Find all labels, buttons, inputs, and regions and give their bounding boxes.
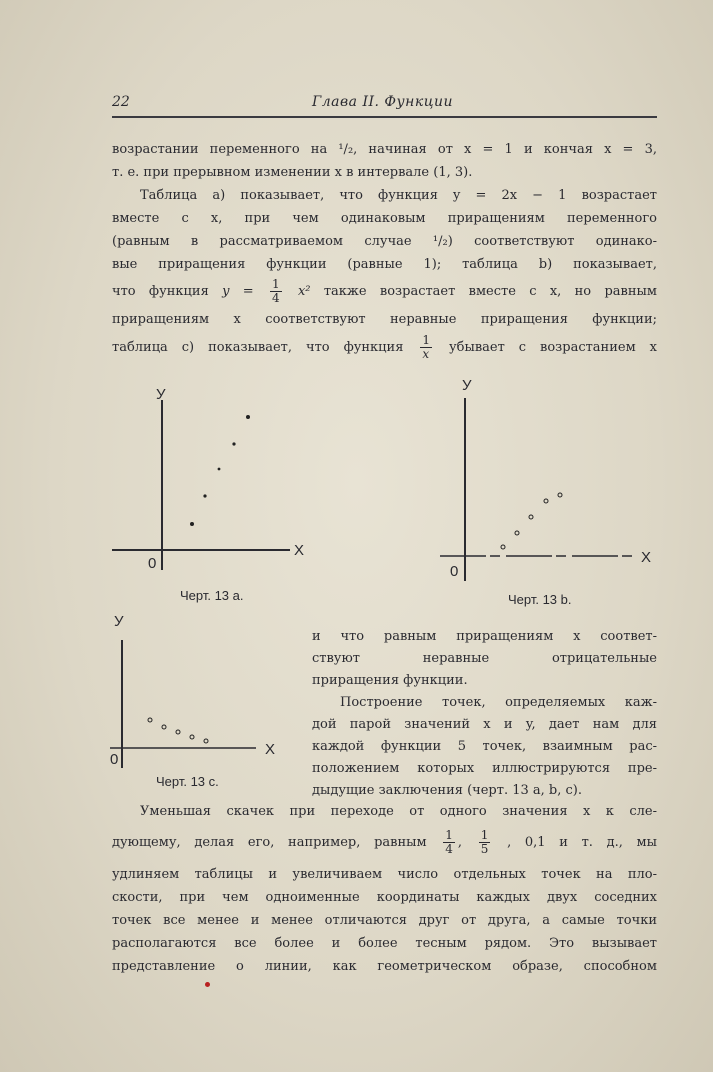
fraction-one-fifth xyxy=(479,829,491,856)
origin-label: 0 xyxy=(110,751,119,768)
fraction-denominator: 4 xyxy=(445,842,453,856)
figure-13c xyxy=(108,610,283,770)
text-line: приращениям x соответствуют неравные приращения функции; xyxy=(112,312,657,327)
text-line: и что равным приращениям x соответ- xyxy=(312,629,657,644)
figure-13b-caption: Черт. 13 b. xyxy=(508,592,572,607)
data-point xyxy=(162,725,166,729)
text-line: удлиняем таблицы и увеличиваем число отдельных точек на пло- xyxy=(112,867,657,882)
origin-label: 0 xyxy=(148,555,157,572)
text-line: Таблица a) показывает, что функция y = 2x − 1 возрастает xyxy=(140,188,657,203)
text-segment: убывает с возрастанием x xyxy=(449,340,657,355)
text-segment: дующему, делая его, например, равным xyxy=(112,835,427,850)
data-point xyxy=(515,531,519,535)
data-point xyxy=(204,739,208,743)
text-line: каждой функции 5 точек, взаимным рас- xyxy=(312,739,657,754)
fraction-denominator: 5 xyxy=(480,842,489,856)
ink-stain xyxy=(205,982,210,987)
data-point xyxy=(148,718,152,722)
text-line: вые приращения функции (равные 1); таблица b) показывает, xyxy=(112,257,657,272)
text-line: возрастании переменного на ¹/₂, начиная от x = 1 и кончая x = 3, xyxy=(112,142,657,157)
text-line: вместе с x, при чем одинаковым приращениям переменного xyxy=(112,211,657,226)
text-line: дыдущие заключения (черт. 13 a, b, c). xyxy=(312,783,582,798)
data-point xyxy=(190,522,194,526)
x-axis-label: X xyxy=(265,741,276,758)
text-line: точек все менее и менее отличаются друг от друга, а самые точки xyxy=(112,913,657,928)
text-line: располагаются все более и более тесным рядом. Это вызывает xyxy=(112,936,657,951)
text-line-with-formula: дующему, делая его, например, равным $\frac{1}{4}$ , $\frac{1}{5}$ , 0,1 и т. д., мы xyxy=(112,828,658,856)
text-line: ствуют неравные отрицательные xyxy=(312,651,657,666)
data-point xyxy=(176,730,180,734)
data-point xyxy=(218,468,221,471)
fraction-numerator: 1 xyxy=(272,277,280,291)
page-number: 22 xyxy=(112,94,130,110)
data-point xyxy=(529,515,533,519)
fraction-denominator: 4 xyxy=(272,291,280,305)
text-line: скости, при чем одноименные координаты каждых двух соседних xyxy=(112,890,657,905)
data-point xyxy=(190,735,194,739)
text-line: дой парой значений x и y, дает нам для xyxy=(312,717,657,732)
x-axis-label: X xyxy=(294,542,305,559)
fraction-numerator: 1 xyxy=(422,333,431,347)
text-line-with-formula xyxy=(112,331,657,365)
fraction-denominator: x xyxy=(422,347,430,361)
y-axis-label: У xyxy=(114,613,124,630)
text-line-with-formula xyxy=(112,276,657,308)
figure-13a-caption: Черт. 13 a. xyxy=(180,588,244,603)
text-segment: таблица c) показывает, что функция xyxy=(112,340,404,355)
paragraph-side xyxy=(312,626,657,802)
running-header xyxy=(112,90,657,118)
origin-label: 0 xyxy=(450,563,459,580)
formula-x-squared: x² xyxy=(297,284,311,299)
formula-y: y = xyxy=(222,284,254,299)
data-point xyxy=(544,499,548,503)
text-segment: , 0,1 и т. д., мы xyxy=(507,835,658,850)
text-segment: что функция xyxy=(112,284,209,299)
fraction-numerator: 1 xyxy=(445,828,453,842)
text-line: Построение точек, определяемых каж- xyxy=(340,695,657,710)
figure-13b xyxy=(438,376,658,586)
text-line: т. е. при прерывном изменении x в интервале (1, 3). xyxy=(112,165,473,180)
fraction-one-over-x xyxy=(420,334,432,361)
y-axis-label: У xyxy=(156,386,166,403)
figure-13c-caption: Черт. 13 c. xyxy=(156,774,219,789)
text-line: (равным в рассматриваемом случае ¹/₂) соответствуют одинако- xyxy=(112,234,657,249)
data-point xyxy=(232,442,235,445)
figure-13a xyxy=(110,385,320,585)
x-axis-label: X xyxy=(641,549,652,566)
text-segment: также возрастает вместе с x, но равным xyxy=(323,284,657,299)
chapter-title: Глава II. Функции xyxy=(312,94,454,110)
text-line: приращения функции. xyxy=(312,673,468,688)
data-point xyxy=(501,545,505,549)
data-point xyxy=(203,494,206,497)
paragraph-top xyxy=(112,138,657,365)
text-line: положением которых иллюстрируются пре- xyxy=(312,761,657,776)
text-line: представление о линии, как геометрическом образе, способном xyxy=(112,959,657,974)
y-axis-label: У xyxy=(462,377,472,394)
data-point xyxy=(246,415,250,419)
fraction-numerator: 1 xyxy=(480,828,489,842)
fraction-one-quarter xyxy=(443,829,455,856)
fraction-one-quarter xyxy=(270,278,282,305)
paragraph-bottom xyxy=(112,800,657,978)
text-line: Уменьшая скачек при переходе от одного значения x к сле- xyxy=(140,804,657,819)
data-point xyxy=(558,493,562,497)
